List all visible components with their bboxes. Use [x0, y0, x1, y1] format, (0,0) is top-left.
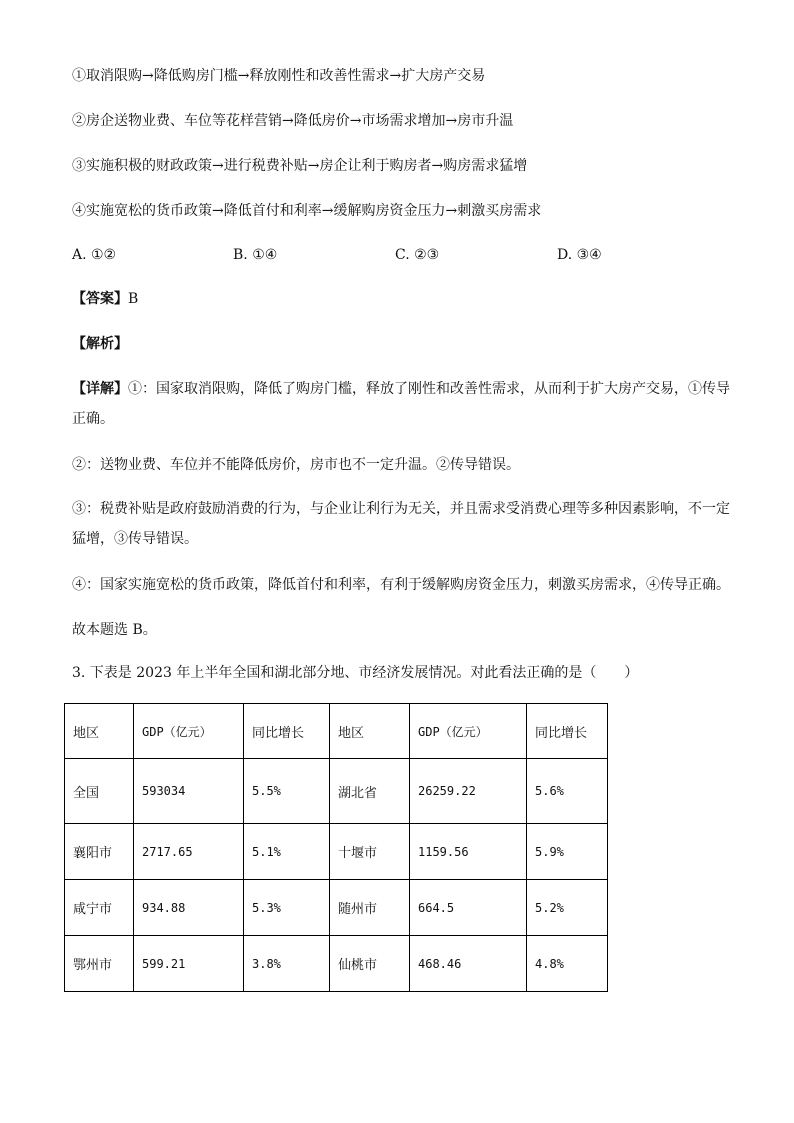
header-cell: 地区	[65, 704, 134, 759]
table-cell: 593034	[134, 759, 244, 824]
table-cell: 5.3%	[244, 880, 330, 936]
table-cell: 26259.22	[410, 759, 527, 824]
chain-item-4: ④实施宽松的货币政策→降低首付和利率→缓解购房资金压力→刺激买房需求	[72, 203, 542, 219]
table-cell: 鄂州市	[65, 936, 134, 992]
detail-paragraph-1	[72, 374, 732, 434]
table-cell: 咸宁市	[65, 880, 134, 936]
table-row	[65, 824, 608, 880]
table-cell: 934.88	[134, 880, 244, 936]
table-cell: 2717.65	[134, 824, 244, 880]
option-b: B. ①④	[233, 247, 278, 263]
header-cell: GDP（亿元）	[410, 704, 527, 759]
detail-label: 【详解】	[72, 381, 128, 397]
option-a: A. ①②	[72, 247, 117, 263]
table-cell: 5.2%	[527, 880, 608, 936]
gdp-table	[64, 703, 608, 992]
table-cell: 1159.56	[410, 824, 527, 880]
answer-line	[72, 289, 138, 309]
chain-item-2: ②房企送物业费、车位等花样营销→降低房价→市场需求增加→房市升温	[72, 113, 514, 129]
option-c: C. ②③	[395, 247, 440, 263]
detail-paragraph-2: ②：送物业费、车位并不能降低房价，房市也不一定升温。②传导错误。	[72, 457, 520, 473]
table-row	[65, 936, 608, 992]
answer-value: B	[128, 291, 139, 307]
analysis-label: 【解析】	[72, 336, 128, 352]
header-cell: 同比增长	[527, 704, 608, 759]
detail-text-1: ①：国家取消限购，降低了购房门槛，释放了刚性和改善性需求，从而利于扩大房产交易，①传导正确。	[72, 381, 730, 427]
table-cell: 襄阳市	[65, 824, 134, 880]
analysis-heading	[72, 334, 128, 354]
table-row	[65, 759, 608, 824]
table-cell: 十堰市	[330, 824, 410, 880]
table-header-row	[65, 704, 608, 759]
table-cell: 5.6%	[527, 759, 608, 824]
conclusion: 故本题选 B。	[72, 622, 157, 638]
table-cell: 5.5%	[244, 759, 330, 824]
option-d: D. ③④	[557, 247, 602, 263]
header-cell: GDP（亿元）	[134, 704, 244, 759]
table-cell: 5.1%	[244, 824, 330, 880]
table-cell: 5.9%	[527, 824, 608, 880]
detail-paragraph-3: ③：税费补贴是政府鼓励消费的行为，与企业让利行为无关，并且需求受消费心理等多种因素影响，不一定猛增，③传导错误。	[72, 501, 730, 547]
chain-item-3: ③实施积极的财政政策→进行税费补贴→房企让利于购房者→购房需求猛增	[72, 158, 528, 174]
table-cell: 599.21	[134, 936, 244, 992]
answer-label: 【答案】	[72, 291, 128, 307]
table-row	[65, 880, 608, 936]
table-cell: 仙桃市	[330, 936, 410, 992]
table-cell: 湖北省	[330, 759, 410, 824]
table-cell: 全国	[65, 759, 134, 824]
detail-paragraph-4: ④：国家实施宽松的货币政策，降低首付和利率，有利于缓解购房资金压力，刺激买房需求，④传导正确。	[72, 577, 730, 593]
question-3-stem: 3. 下表是 2023 年上半年全国和湖北部分地、市经济发展情况。对此看法正确的是（ ）	[72, 665, 639, 681]
chain-item-1: ①取消限购→降低购房门槛→释放刚性和改善性需求→扩大房产交易	[72, 68, 486, 84]
table-cell: 4.8%	[527, 936, 608, 992]
table-cell: 468.46	[410, 936, 527, 992]
header-cell: 地区	[330, 704, 410, 759]
table-cell: 3.8%	[244, 936, 330, 992]
table-cell: 随州市	[330, 880, 410, 936]
table-cell: 664.5	[410, 880, 527, 936]
header-cell: 同比增长	[244, 704, 330, 759]
